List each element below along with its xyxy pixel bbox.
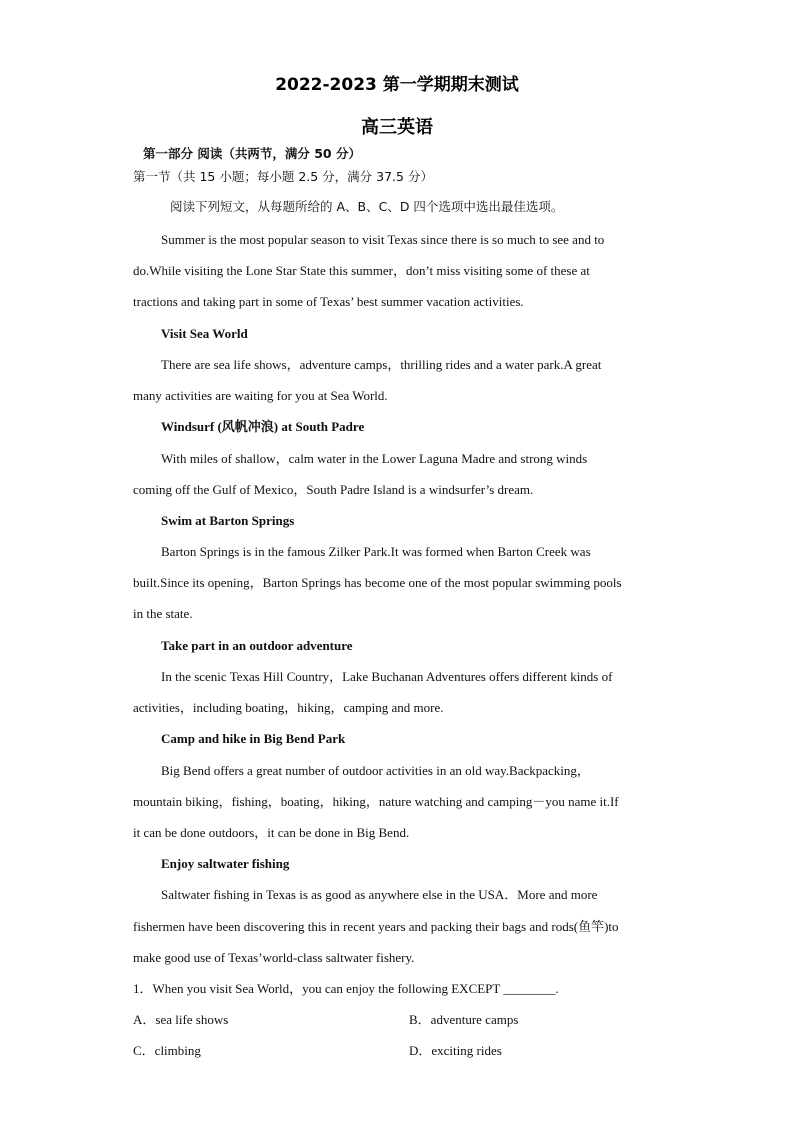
intro-line: do.While visiting the Lone Star State this summer，don’t miss visiting some of these at (133, 263, 590, 278)
paragraph-line: Barton Springs is in the famous Zilker Park.It was formed when Barton Creek was (161, 544, 591, 559)
section-heading-windsurf: Windsurf (风帆冲浪) at South Padre (161, 419, 365, 434)
paragraph-line: Saltwater fishing in Texas is as good as anywhere else in the USA．More and more (161, 887, 598, 902)
paragraph-line: in the state. (133, 606, 193, 621)
section-heading-outdoor-adventure: Take part in an outdoor adventure (161, 638, 353, 653)
section-heading-big-bend: Camp and hike in Big Bend Park (161, 731, 346, 746)
intro-line: Summer is the most popular season to visit Texas since there is so much to see and to (161, 232, 605, 247)
paragraph-line: many activities are waiting for you at Sea World. (133, 388, 388, 403)
paragraph-line: In the scenic Texas Hill Country，Lake Buchanan Adventures offers different kinds of (161, 669, 613, 684)
exam-title: 2022-2023 第一学期期末测试 (275, 75, 519, 95)
instruction: 阅读下列短文，从每题所给的 A、B、C、D 四个选项中选出最佳选项。 (170, 199, 564, 214)
paragraph-line: mountain biking，fishing，boating，hiking，nature watching and camping－you name it.If (133, 794, 619, 809)
paragraph-line: it can be done outdoors，it can be done in Big Bend. (133, 825, 410, 840)
intro-line: tractions and taking part in some of Texas’ best summer vacation activities. (133, 294, 524, 309)
option-a: A．sea life shows (133, 1012, 229, 1027)
paragraph-line: built.Since its opening，Barton Springs has become one of the most popular swimming pools (133, 575, 622, 590)
question-stem: 1．When you visit Sea World，you can enjoy the following EXCEPT ________. (133, 981, 559, 996)
part-heading: 第一部分 阅读（共两节，满分 50 分） (143, 146, 361, 161)
paragraph-line: With miles of shallow，calm water in the Lower Laguna Madre and strong winds (161, 451, 588, 466)
paragraph-line: Big Bend offers a great number of outdoor activities in an old way.Backpacking， (161, 763, 590, 778)
option-d: D．exciting rides (409, 1043, 502, 1058)
subject-title: 高三英语 (361, 117, 433, 138)
paragraph-line: fishermen have been discovering this in recent years and packing their bags and rods(鱼竿)to (133, 919, 619, 934)
option-c: C．climbing (133, 1043, 201, 1058)
section-heading: 第一节（共 15 小题；每小题 2.5 分，满分 37.5 分） (133, 169, 433, 184)
section-heading-sea-world: Visit Sea World (161, 326, 248, 341)
section-heading-saltwater-fishing: Enjoy saltwater fishing (161, 856, 290, 871)
option-b: B．adventure camps (409, 1012, 519, 1027)
paragraph-line: coming off the Gulf of Mexico，South Padre Island is a windsurfer’s dream. (133, 482, 534, 497)
paragraph-line: activities，including boating，hiking，camping and more. (133, 700, 444, 715)
section-heading-barton-springs: Swim at Barton Springs (161, 513, 295, 528)
paragraph-line: make good use of Texas’world-class saltwater fishery. (133, 950, 415, 965)
paragraph-line: There are sea life shows，adventure camps，thrilling rides and a water park.A great (161, 357, 602, 372)
